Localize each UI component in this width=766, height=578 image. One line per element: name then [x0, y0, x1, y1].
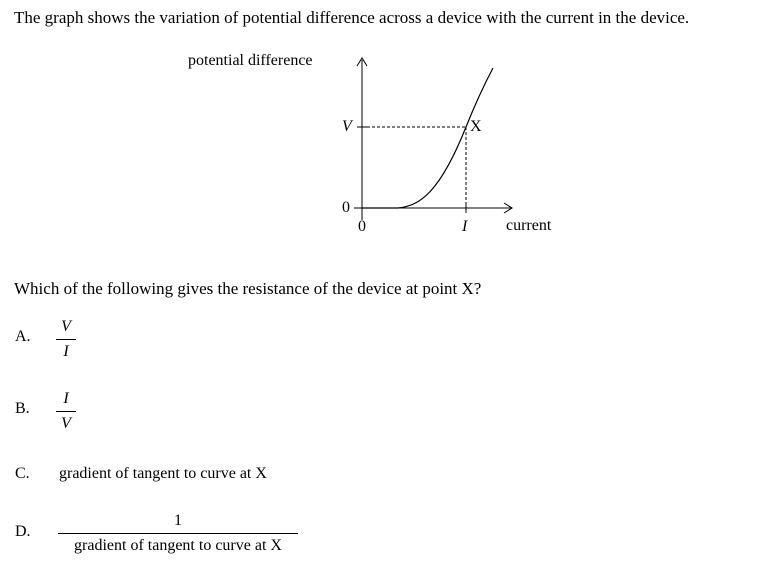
- option-b-letter: B.: [15, 400, 30, 417]
- v-marker-label: V: [342, 118, 352, 135]
- option-a-denominator: I: [63, 343, 69, 360]
- option-c-text: gradient of tangent to curve at X: [59, 465, 267, 482]
- option-a-letter: A.: [15, 328, 31, 345]
- option-d-numerator: 1: [174, 512, 182, 529]
- option-b-fraction-bar: [56, 411, 76, 412]
- option-d-letter: D.: [15, 523, 31, 540]
- option-a-fraction: [56, 318, 76, 361]
- option-d-fraction-bar: [58, 533, 298, 534]
- point-x-label: X: [470, 118, 482, 135]
- option-d-fraction: [58, 512, 298, 555]
- option-b-fraction: [56, 390, 76, 433]
- option-d-denominator: gradient of tangent to curve at X: [74, 537, 282, 554]
- origin-x-label: 0: [358, 218, 366, 235]
- x-axis-label: current: [506, 217, 552, 234]
- vi-graph: [0, 0, 766, 260]
- option-a-fraction-bar: [56, 339, 76, 340]
- question-stem: The graph shows the variation of potential difference across a device with the current in the device.: [14, 8, 690, 27]
- option-a-numerator: V: [61, 318, 71, 335]
- option-b-numerator: I: [63, 390, 69, 407]
- option-b-denominator: V: [61, 415, 71, 432]
- origin-y-label: 0: [342, 199, 350, 216]
- option-c-letter: C.: [15, 465, 30, 482]
- question-prompt: Which of the following gives the resistance of the device at point X?: [14, 279, 482, 298]
- i-marker-label: I: [462, 218, 468, 235]
- vi-curve: [362, 68, 493, 208]
- y-axis-label: potential difference: [188, 52, 313, 69]
